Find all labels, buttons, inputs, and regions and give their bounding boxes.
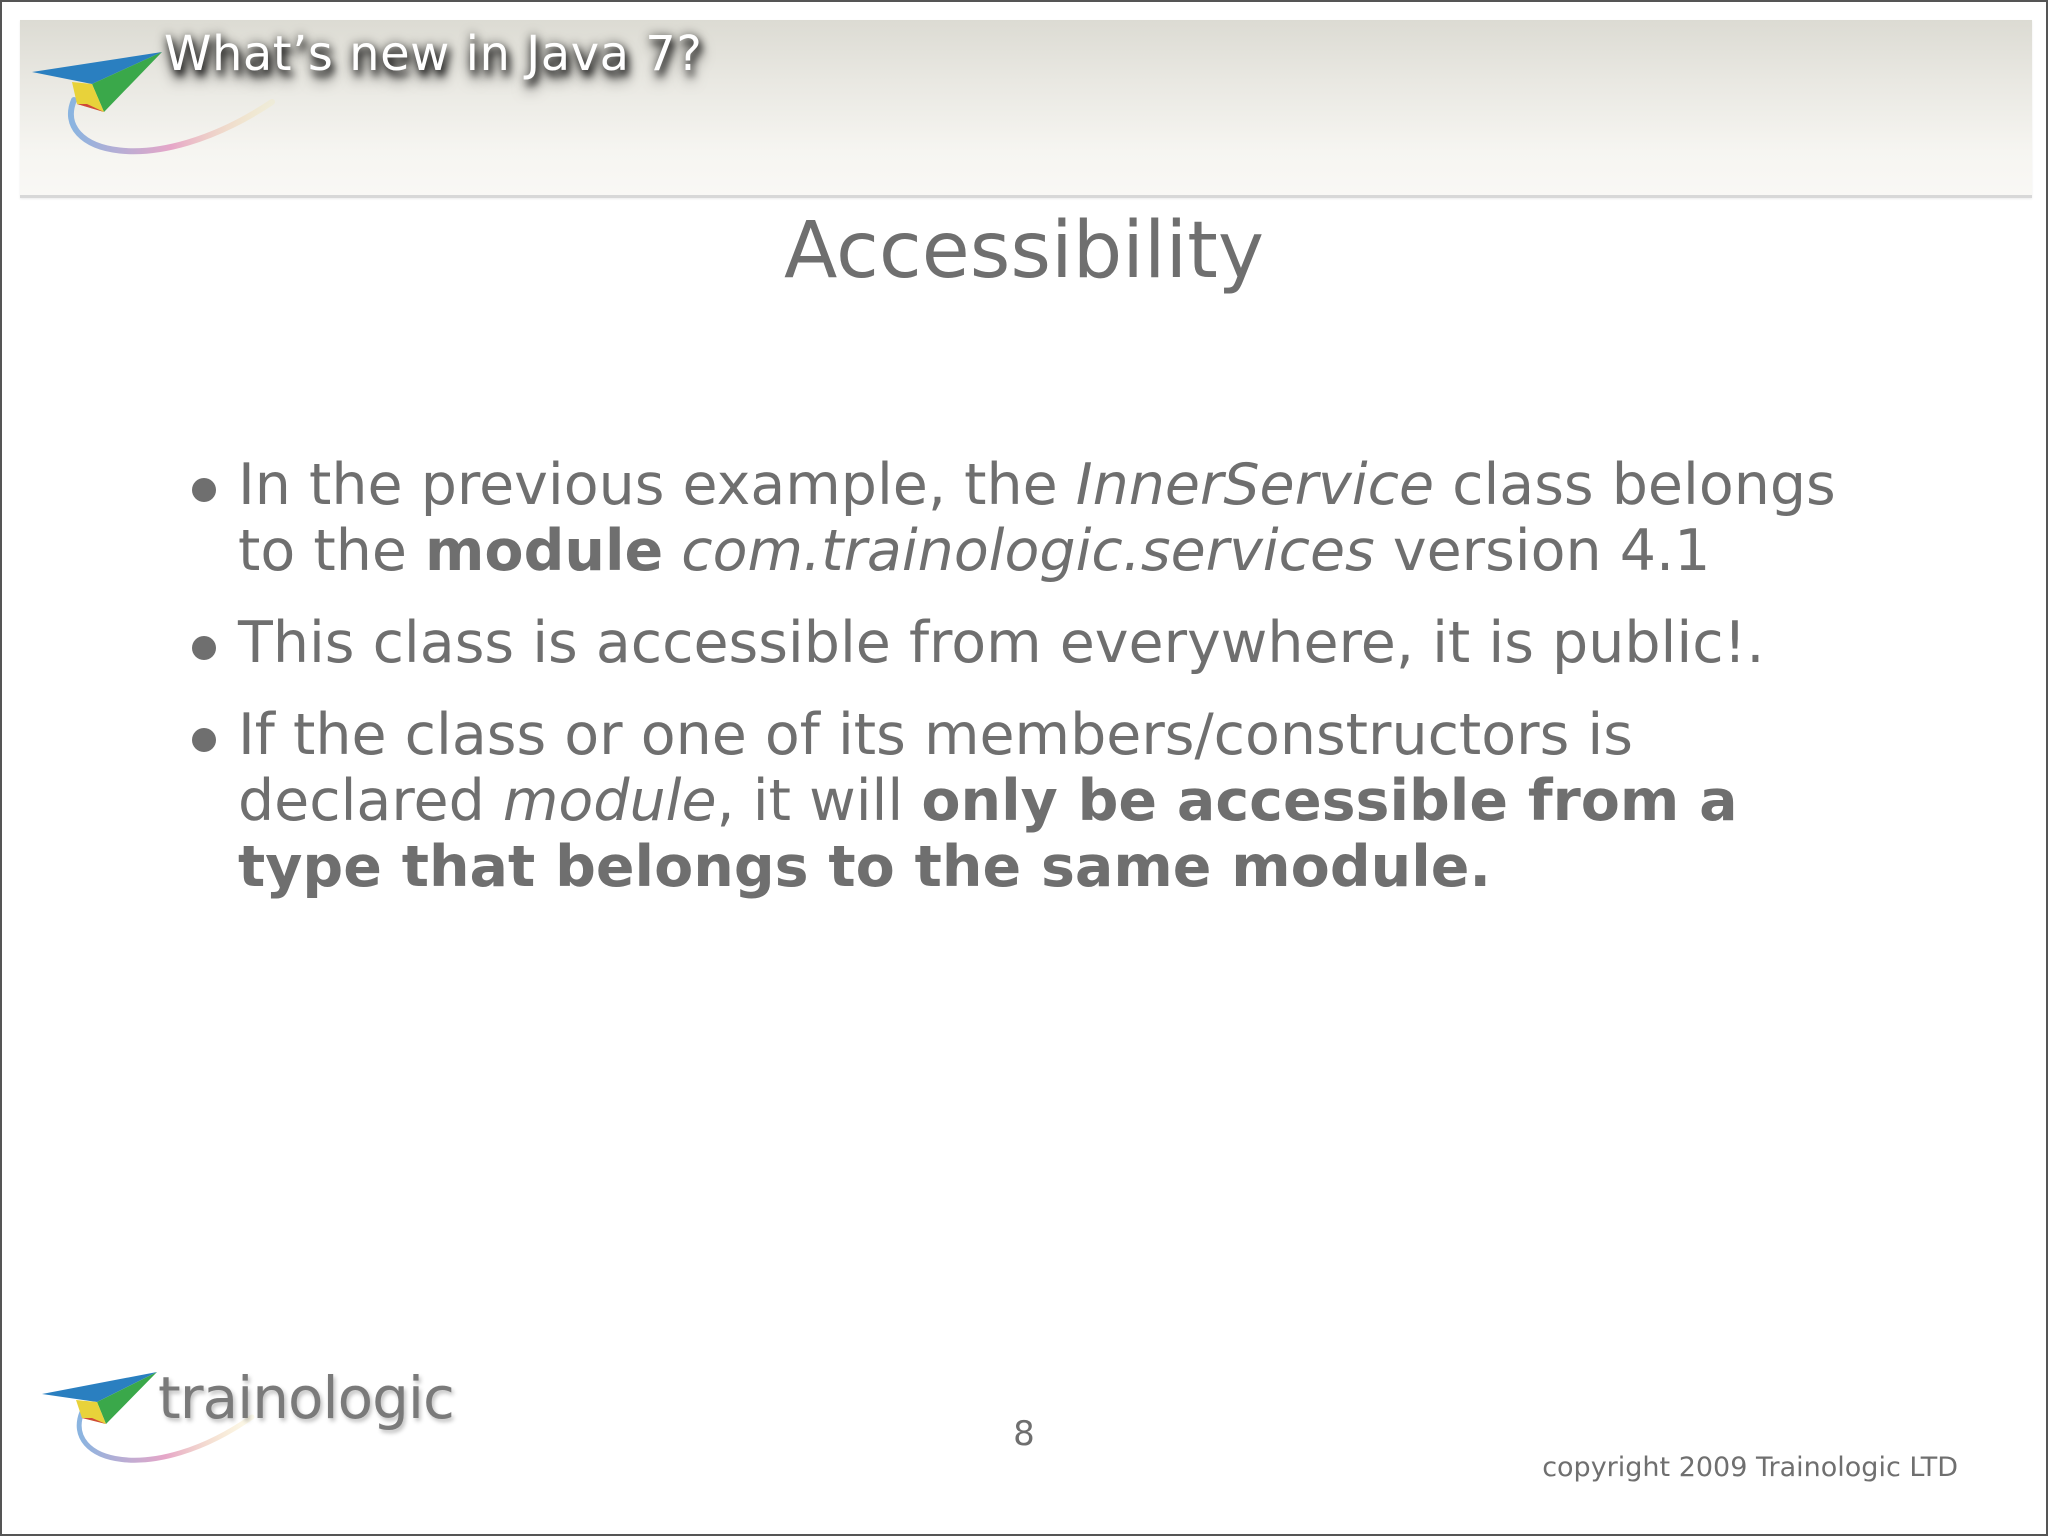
bullet-text: version 4.1 <box>1374 518 1711 584</box>
bullet-item-1 <box>190 452 1890 584</box>
bullet-item-2 <box>190 610 1890 676</box>
bullet-text-bold: module <box>425 518 664 584</box>
bullet-item-3 <box>190 702 1890 900</box>
bullet-text <box>663 518 681 584</box>
bullet-list <box>190 452 1890 926</box>
bullet-text: In the previous example, the <box>238 452 1076 518</box>
bullet-text-italic: com.trainologic.services <box>681 518 1375 584</box>
bullet-text-italic: InnerService <box>1075 452 1435 518</box>
slide-title: Accessibility <box>784 206 1264 296</box>
footer-logo-text: trainologic <box>158 1364 454 1432</box>
bullet-text: class belongs to the <box>238 452 1836 584</box>
copyright-text: copyright 2009 Trainologic LTD <box>1542 1452 1958 1483</box>
bullet-text: This class is accessible from everywhere, it is public!. <box>238 610 1765 676</box>
page-number: 8 <box>1013 1414 1035 1454</box>
bullet-text: , it will <box>716 768 922 834</box>
bullet-text-italic: module <box>502 768 717 834</box>
bullet-text-bold: only be accessible from a type that belongs to the same module. <box>238 768 1738 900</box>
header-title: What’s new in Java 7? <box>164 26 703 82</box>
bullet-text: If the class or one of its members/constructors is declared <box>238 702 1633 834</box>
